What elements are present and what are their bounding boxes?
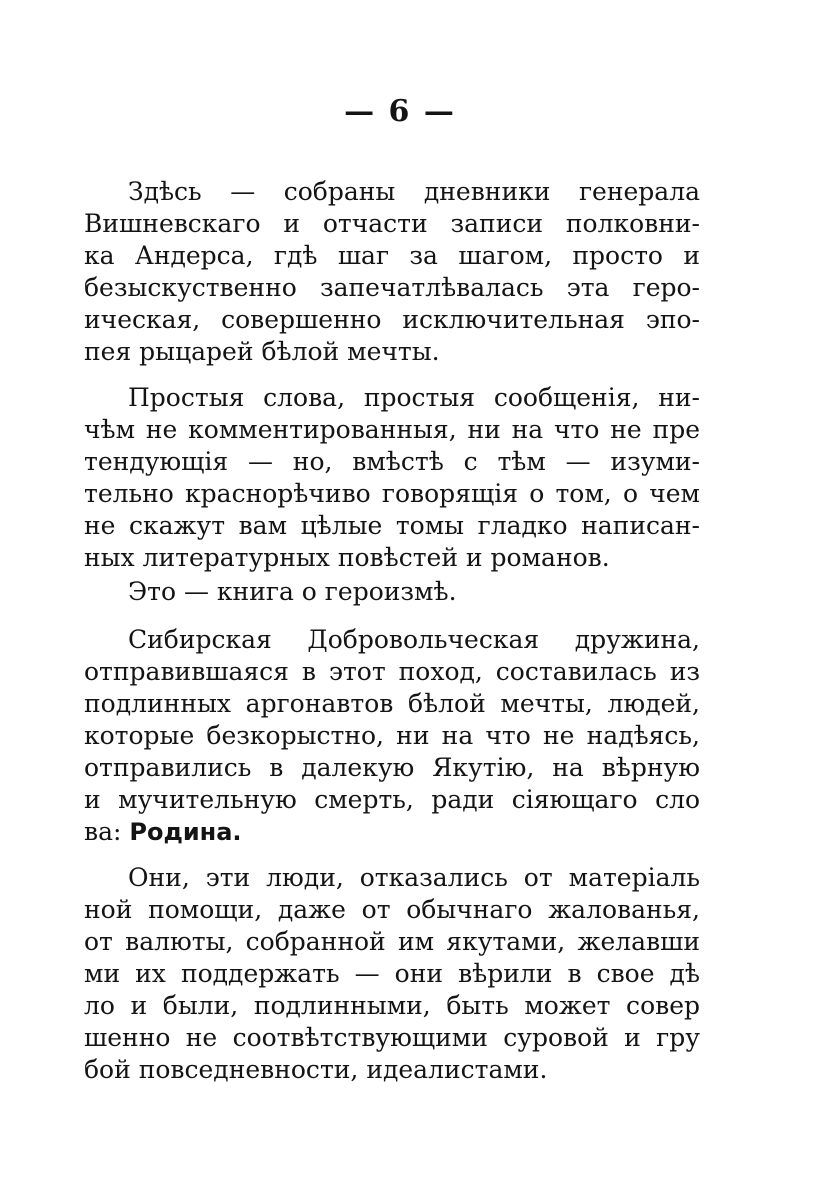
text-line: Простыя слова, простыя сообщенія, ни-: [128, 383, 700, 412]
text-line: тельно краснорѣчиво говорящія о том, о чем: [84, 479, 700, 508]
text-line: ло и были, подлинными, быть может совер: [84, 991, 700, 1020]
paragraph-1: [84, 176, 700, 368]
text-line: Сибирская Добровольческая дружина,: [128, 625, 700, 654]
text-line: отправившаяся в этот поход, составилась из: [84, 657, 700, 686]
body-text: [84, 176, 700, 1086]
text-line: Это — книга о героизмѣ.: [128, 577, 457, 606]
text-line: пея рыцарей бѣлой мечты.: [84, 337, 440, 366]
paragraph-2: [84, 382, 700, 574]
text-line: ка Андерса, гдѣ шаг за шагом, просто и: [84, 241, 700, 270]
text-line: от валюты, собранной им якутами, желавши: [84, 927, 700, 956]
text-line: ическая, совершенно исключительная эпо-: [84, 305, 700, 334]
text-line: ми их поддержать — они вѣрили в свое дѣ: [84, 959, 700, 988]
text-line: [84, 816, 700, 848]
page-number: — 6 —: [344, 94, 456, 129]
text-line: не скажут вам цѣлые томы гладко написан-: [84, 511, 700, 540]
text-line: подлинных аргонавтов бѣлой мечты, людей,: [84, 689, 700, 718]
text-line: шенно не соотвѣтствующими суровой и гру: [84, 1023, 700, 1052]
text-fragment: ва:: [84, 817, 130, 846]
text-line: ной помощи, даже от обычнаго жалованья,: [84, 895, 700, 924]
text-line: ных литературных повѣстей и романов.: [84, 543, 610, 572]
text-line: которые безкорыстно, ни на что не надѣясь,: [84, 721, 700, 750]
paragraph-5: [84, 862, 700, 1086]
text-line: тендующія — но, вмѣстѣ с тѣм — изуми-: [84, 447, 700, 476]
text-line: и мучительную смерть, ради сіяющаго сло: [84, 785, 700, 814]
text-line: Они, эти люди, отказались от матеріаль: [128, 863, 700, 892]
paragraph-4: [84, 624, 700, 848]
paragraph-3: [84, 576, 700, 608]
emphasized-word: Родина.: [129, 818, 242, 846]
text-line: Вишневскаго и отчасти записи полковни-: [84, 209, 700, 238]
text-line: безыскуственно запечатлѣвалась эта геро-: [84, 273, 700, 302]
text-line: Здѣсь — собраны дневники генерала: [128, 177, 700, 206]
text-line: отправились в далекую Якутію, на вѣрную: [84, 753, 700, 782]
text-line: бой повседневности, идеалистами.: [84, 1055, 548, 1084]
text-line: чѣм не комментированныя, ни на что не пре: [84, 415, 700, 444]
